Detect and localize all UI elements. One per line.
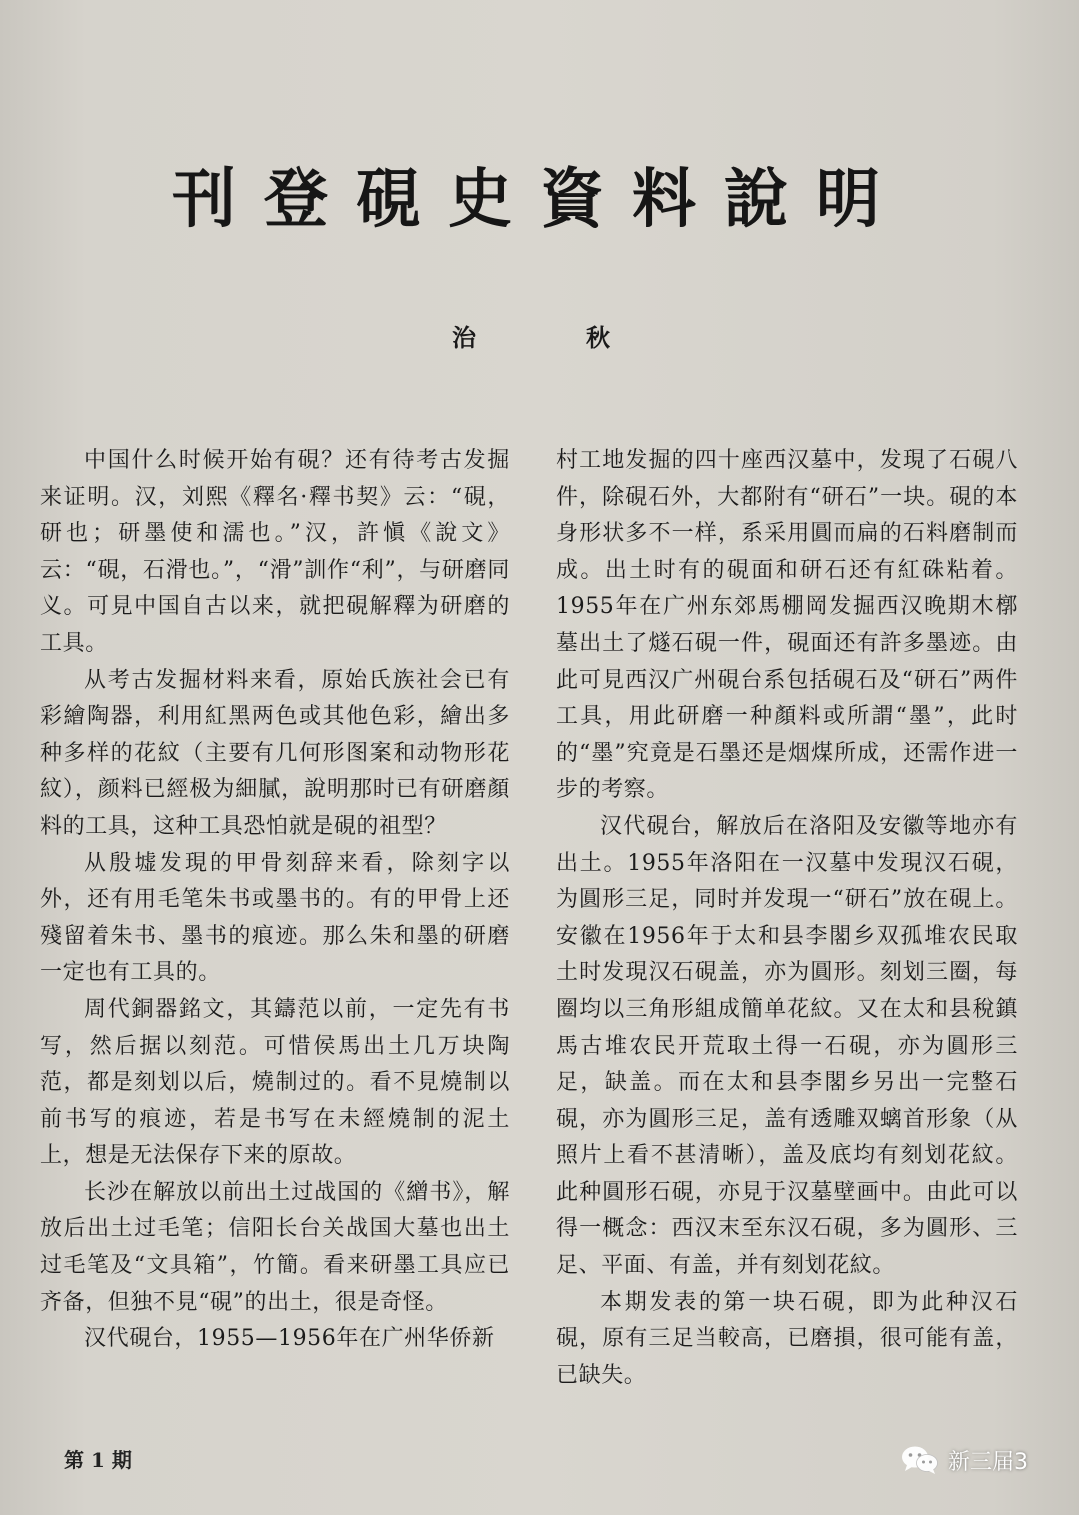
issue-number: 第 1 期 bbox=[64, 1448, 132, 1472]
article-title: 刊登硯史資料說明 bbox=[172, 162, 908, 237]
paragraph: 中国什么时候开始有硯？还有待考古发掘来证明。汉，刘熙《釋名·釋书契》云：“硯，研也；研墨使和濡也。”汉，許愼《說文》云：“硯，石滑也。”，“滑”訓作“利”，与研磨同义。可見中国自古以来，就把硯解釋为研磨的工具。 bbox=[40, 448, 510, 656]
paragraph: 从殷墟发現的甲骨刻辞来看，除刻字以外，还有用毛笔朱书或墨书的。有的甲骨上还殘留着朱书、墨书的痕迹。那么朱和墨的研磨一定也有工具的。 bbox=[40, 850, 510, 986]
paragraph: 本期发表的第一块石硯，即为此种汉石硯，原有三足当較高，已磨損，很可能有盖，已缺失。 bbox=[556, 1289, 1018, 1388]
author-given-name: 治 bbox=[452, 323, 476, 352]
right-column bbox=[556, 443, 1018, 1394]
paragraph: 周代銅器銘文，其鑄范以前，一定先有书写，然后据以刻范。可惜侯馬出土几万块陶范，都是刻划以后，燒制过的。看不見燒制以前书写的痕迹，若是书写在未經燒制的泥土上，想是无法保存下来的原故。 bbox=[40, 996, 510, 1169]
wechat-icon bbox=[900, 1444, 940, 1476]
paragraph: 汉代硯台，解放后在洛阳及安徽等地亦有出土。1955年洛阳在一汉墓中发現汉石硯，为圓形三足，同时并发現一“研石”放在硯上。安徽在1956年于太和县李閣乡双孤堆农民取土时发現汉石硯盖，亦为圓形。刻划三圈，每圈均以三角形組成簡单花紋。又在太和县稅鎮馬古堆农民开荒取土得一石硯，亦为圓形三足，缺盖。而在太和县李閣乡另出一完整石硯，亦为圓形三足，盖有透雕双螭首形象（从照片上看不甚清晰），盖及底均有刻划花紋。此种圓形石硯，亦見于汉墓壁画中。由此可以得一概念：西汉末至东汉石硯，多为圓形、三足、平面、有盖，并有刻划花紋。 bbox=[556, 813, 1018, 1279]
watermark bbox=[900, 1440, 1028, 1480]
left-column bbox=[40, 443, 510, 1358]
author-family-name: 秋 bbox=[586, 323, 610, 352]
paragraph: 汉代硯台，1955—1956年在广州华侨新 bbox=[84, 1326, 495, 1352]
paragraph: 村工地发掘的四十座西汉墓中，发現了石硯八件，除硯石外，大都附有“研石”一块。硯的本身形状多不一样，系采用圓而扁的石料磨制而成。出土时有的硯面和研石还有紅硃粘着。1955年在广州东郊馬棚岡发掘西汉晚期木槨墓出土了燧石硯一件，硯面还有許多墨迹。由此可見西汉广州硯台系包括硯石及“研石”两件工具，用此研磨一种顏料或所謂“墨”，此时的“墨”究竟是石墨还是烟煤所成，还需作进一步的考察。 bbox=[556, 448, 1018, 803]
paragraph: 从考古发掘材料来看，原始氏族社会已有彩繪陶器，利用紅黑两色或其他色彩，繪出多种多样的花紋（主要有几何形图案和动物形花紋），颜料已經极为細膩，說明那时已有研磨顏料的工具，这种工具恐怕就是硯的祖型？ bbox=[40, 667, 510, 839]
watermark-text: 新三届3 bbox=[948, 1449, 1028, 1475]
paragraph: 长沙在解放以前出土过战国的《繒书》，解放后出土过毛笔；信阳长台关战国大墓也出土过毛笔及“文具箱”，竹簡。看来研墨工具应已齐备，但独不見“硯”的出土，很是奇怪。 bbox=[40, 1179, 510, 1315]
